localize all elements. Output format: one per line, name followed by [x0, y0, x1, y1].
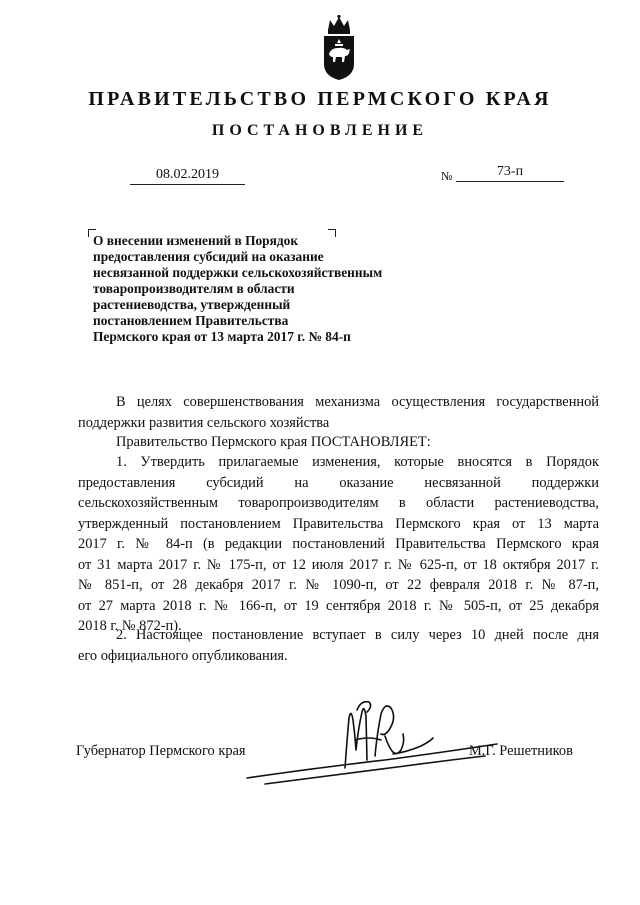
paragraph-line: 1. Утвердить прилагаемые изменения, которые вносятся в Порядок: [116, 454, 599, 470]
subject-line: Пермского края от 13 марта 2017 г. № 84-п: [93, 329, 351, 344]
coat-of-arms-icon: [318, 14, 360, 82]
paragraph-line: от 31 марта 2017 г. № 175-п, от 12 июля 2017 г. № 625-п, от 18 октября 2017 г.: [78, 556, 599, 573]
paragraph-line: от 27 марта 2018 г. № 166-п, от 19 сентября 2018 г. № 505-п, от 25 декабря: [78, 597, 599, 614]
paragraph-line: № 851-п, от 28 декабря 2017 г. № 1090-п, от 22 февраля 2018 г. № 87-п,: [78, 577, 599, 593]
paragraph-line: В целях совершенствования механизма осуществления государственной: [116, 394, 599, 410]
subject-line: предоставления субсидий на оказание: [93, 249, 324, 264]
document-number: 73-п: [456, 164, 564, 182]
resolves-paragraph: [78, 432, 599, 453]
paragraph-line: 2017 г. № 84-п (в редакции постановлений Правительства Пермского края: [78, 536, 599, 552]
subject-line: растениеводства, утвержденный: [93, 297, 291, 312]
document-date: 08.02.2019: [130, 167, 245, 185]
subject-line: товаропроизводителям в области: [93, 281, 295, 296]
paragraph-line: сельскохозяйственным товаропроизводителям в области растениеводства,: [78, 495, 599, 511]
subject-line: О внесении изменений в Порядок: [93, 233, 299, 248]
paragraph-line: утвержденный постановлением Правительства Пермского края от 13 марта: [78, 515, 599, 532]
number-label: №: [441, 169, 453, 183]
signatory-name: М.Г. Решетников: [469, 743, 573, 759]
subject-line: несвязанной поддержки сельскохозяйственным: [93, 265, 383, 280]
document-subject: [93, 233, 453, 345]
document-type: ПОСТАНОВЛЕНИЕ: [211, 122, 429, 139]
subject-line: постановлением Правительства: [93, 313, 289, 328]
paragraph-line: 2018 г. № 872-п).: [78, 618, 182, 634]
paragraph-line: предоставления субсидий на оказание несвязанной поддержки: [78, 474, 599, 491]
clause-1-paragraph: [78, 452, 599, 637]
signature-icon: [235, 690, 505, 800]
paragraph-line: 2. Настоящее постановление вступает в силу через 10 дней после дня: [116, 627, 599, 643]
paragraph-line: Правительство Пермского края ПОСТАНОВЛЯЕТ:: [116, 434, 431, 450]
clause-2-paragraph: [78, 625, 599, 666]
preamble-paragraph: [78, 392, 599, 433]
paragraph-line: его официального опубликования.: [78, 647, 288, 664]
signatory-position: Губернатор Пермского края: [76, 743, 246, 759]
government-title: ПРАВИТЕЛЬСТВО ПЕРМСКОГО КРАЯ: [88, 88, 552, 110]
paragraph-line: поддержки развития сельского хозяйства: [78, 414, 330, 431]
